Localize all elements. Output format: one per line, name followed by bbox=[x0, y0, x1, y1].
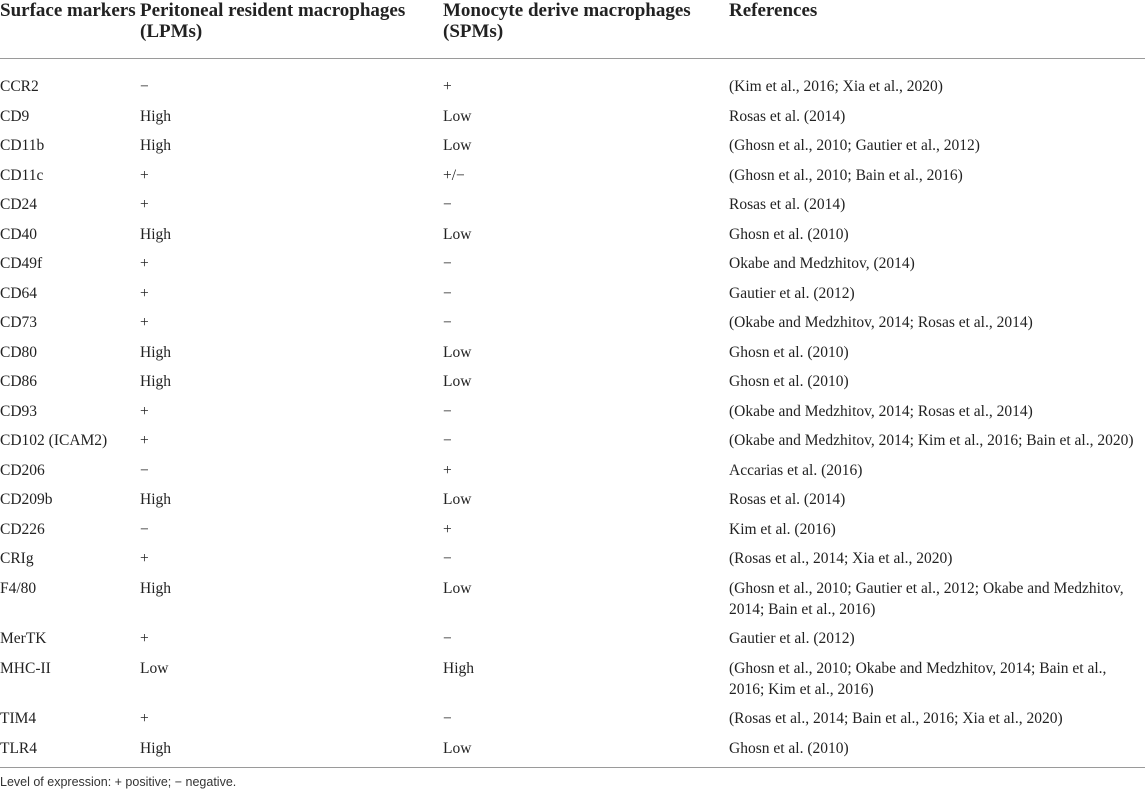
cell-spm-expression: − bbox=[443, 432, 452, 449]
cell-spm-expression: Low bbox=[443, 491, 472, 508]
cell-lpm-expression: High bbox=[140, 343, 171, 361]
cell-lpm-expression: High bbox=[140, 734, 443, 768]
cell-lpm-expression: High bbox=[140, 579, 171, 597]
cell-reference: Kim et al. (2016) bbox=[729, 520, 836, 538]
table-row bbox=[0, 59, 1145, 102]
cell-spm-expression: − bbox=[443, 402, 452, 420]
cell-marker: CCR2 bbox=[0, 78, 39, 95]
table-row bbox=[0, 249, 1145, 279]
cell-marker: F4/80 bbox=[0, 579, 37, 597]
cell-spm-expression: Low bbox=[443, 225, 472, 243]
table-row bbox=[0, 426, 1145, 456]
cell-lpm-expression: + bbox=[140, 710, 149, 727]
cell-spm-expression: − bbox=[443, 284, 452, 302]
table-row bbox=[0, 131, 1145, 161]
cell-lpm-expression: High bbox=[140, 137, 171, 154]
table-row bbox=[0, 220, 1145, 250]
table-row bbox=[0, 190, 1145, 220]
cell-marker: MerTK bbox=[0, 630, 47, 647]
cell-lpm-expression: High bbox=[140, 225, 171, 243]
cell-spm-expression: + bbox=[443, 78, 452, 95]
header-row bbox=[0, 0, 1145, 59]
cell-lpm-expression: High bbox=[140, 491, 171, 508]
table-row bbox=[0, 734, 1145, 768]
table-body bbox=[0, 59, 1145, 768]
cell-lpm-expression: High bbox=[140, 107, 171, 125]
cell-lpm-expression: + bbox=[140, 432, 149, 449]
cell-reference: Okabe and Medzhitov, (2014) bbox=[729, 255, 915, 272]
header-lpms: Peritoneal resident macrophages (LPMs) bbox=[140, 0, 443, 59]
cell-spm-expression: Low bbox=[443, 373, 472, 390]
table-row bbox=[0, 161, 1145, 191]
cell-reference: Ghosn et al. (2010) bbox=[729, 343, 849, 361]
cell-reference: (Okabe and Medzhitov, 2014; Kim et al., 2016; Bain et al., 2020) bbox=[729, 432, 1134, 449]
cell-marker: CD102 (ICAM2) bbox=[0, 432, 108, 449]
table-row bbox=[0, 624, 1145, 654]
cell-spm-expression: Low bbox=[443, 579, 472, 597]
table-row bbox=[0, 485, 1145, 515]
cell-marker: CD40 bbox=[0, 225, 38, 243]
cell-marker: CRIg bbox=[0, 550, 34, 567]
cell-spm-expression: − bbox=[443, 630, 452, 647]
header-spms: Monocyte derive macrophages (SPMs) bbox=[443, 0, 729, 59]
cell-lpm-expression: + bbox=[140, 314, 149, 331]
cell-marker: CD11c bbox=[0, 166, 44, 184]
cell-reference: Rosas et al. (2014) bbox=[729, 196, 846, 213]
cell-reference: (Ghosn et al., 2010; Gautier et al., 2012; Okabe and Medzhitov, 2014; Bain et al., 2016) bbox=[729, 579, 1124, 618]
cell-marker: CD80 bbox=[0, 343, 38, 361]
cell-reference: (Kim et al., 2016; Xia et al., 2020) bbox=[729, 78, 943, 95]
cell-marker: TIM4 bbox=[0, 710, 37, 727]
cell-marker: CD73 bbox=[0, 314, 38, 331]
table-row bbox=[0, 102, 1145, 132]
cell-reference: (Okabe and Medzhitov, 2014; Rosas et al., 2014) bbox=[729, 314, 1033, 331]
cell-reference: (Ghosn et al., 2010; Okabe and Medzhitov, 2014; Bain et al., 2016; Kim et al., 2016) bbox=[729, 659, 1107, 698]
cell-reference: Gautier et al. (2012) bbox=[729, 630, 855, 647]
header-surface-markers: Surface markers bbox=[0, 0, 140, 59]
table-row bbox=[0, 397, 1145, 427]
cell-marker: MHC-II bbox=[0, 659, 51, 677]
cell-spm-expression: − bbox=[443, 314, 452, 331]
cell-lpm-expression: + bbox=[140, 550, 149, 567]
cell-marker: CD9 bbox=[0, 107, 30, 125]
table-row bbox=[0, 654, 1145, 705]
cell-lpm-expression: − bbox=[140, 520, 149, 538]
cell-reference: (Rosas et al., 2014; Xia et al., 2020) bbox=[729, 550, 953, 567]
cell-spm-expression: Low bbox=[443, 343, 472, 361]
cell-marker: TLR4 bbox=[0, 734, 140, 768]
table-row bbox=[0, 338, 1145, 368]
cell-reference: (Ghosn et al., 2010; Bain et al., 2016) bbox=[729, 166, 963, 184]
cell-spm-expression: − bbox=[443, 550, 452, 567]
cell-spm-expression: Low bbox=[443, 107, 472, 125]
cell-spm-expression: High bbox=[443, 659, 474, 677]
cell-lpm-expression: + bbox=[140, 196, 149, 213]
cell-marker: CD24 bbox=[0, 196, 38, 213]
cell-reference: Ghosn et al. (2010) bbox=[729, 225, 849, 243]
cell-marker: CD49f bbox=[0, 255, 43, 272]
cell-reference: (Rosas et al., 2014; Bain et al., 2016; Xia et al., 2020) bbox=[729, 710, 1063, 727]
cell-reference: Ghosn et al. (2010) bbox=[729, 734, 1145, 768]
table-row bbox=[0, 279, 1145, 309]
cell-spm-expression: Low bbox=[443, 734, 729, 768]
cell-lpm-expression: + bbox=[140, 255, 149, 272]
cell-spm-expression: + bbox=[443, 461, 452, 479]
table-row bbox=[0, 515, 1145, 545]
cell-spm-expression: − bbox=[443, 255, 452, 272]
table-row bbox=[0, 574, 1145, 625]
cell-reference: Rosas et al. (2014) bbox=[729, 107, 846, 125]
table-row bbox=[0, 544, 1145, 574]
cell-marker: CD209b bbox=[0, 491, 53, 508]
header-references: References bbox=[729, 0, 1145, 59]
cell-marker: CD93 bbox=[0, 402, 38, 420]
cell-marker: CD86 bbox=[0, 373, 38, 390]
cell-lpm-expression: Low bbox=[140, 659, 169, 677]
cell-spm-expression: +/− bbox=[443, 166, 465, 184]
cell-spm-expression: − bbox=[443, 196, 452, 213]
cell-lpm-expression: − bbox=[140, 78, 149, 95]
cell-reference: Rosas et al. (2014) bbox=[729, 491, 846, 508]
cell-spm-expression: − bbox=[443, 710, 452, 727]
cell-lpm-expression: + bbox=[140, 630, 149, 647]
cell-lpm-expression: + bbox=[140, 284, 149, 302]
table-row bbox=[0, 456, 1145, 486]
cell-reference: Gautier et al. (2012) bbox=[729, 284, 855, 302]
cell-spm-expression: + bbox=[443, 520, 452, 538]
cell-marker: CD11b bbox=[0, 137, 45, 154]
cell-lpm-expression: + bbox=[140, 402, 149, 420]
table-footnote: Level of expression: + positive; − negative. bbox=[0, 774, 237, 789]
cell-lpm-expression: High bbox=[140, 373, 171, 390]
table-row bbox=[0, 308, 1145, 338]
cell-marker: CD64 bbox=[0, 284, 38, 302]
table-row bbox=[0, 704, 1145, 734]
cell-marker: CD206 bbox=[0, 461, 45, 479]
table-row bbox=[0, 367, 1145, 397]
cell-marker: CD226 bbox=[0, 520, 45, 538]
cell-reference: (Ghosn et al., 2010; Gautier et al., 2012) bbox=[729, 137, 980, 154]
cell-reference: Accarias et al. (2016) bbox=[729, 461, 863, 479]
cell-reference: (Okabe and Medzhitov, 2014; Rosas et al., 2014) bbox=[729, 402, 1033, 420]
cell-lpm-expression: − bbox=[140, 461, 149, 479]
cell-reference: Ghosn et al. (2010) bbox=[729, 373, 849, 390]
cell-lpm-expression: + bbox=[140, 166, 149, 184]
table-header bbox=[0, 0, 1145, 59]
cell-spm-expression: Low bbox=[443, 137, 472, 154]
